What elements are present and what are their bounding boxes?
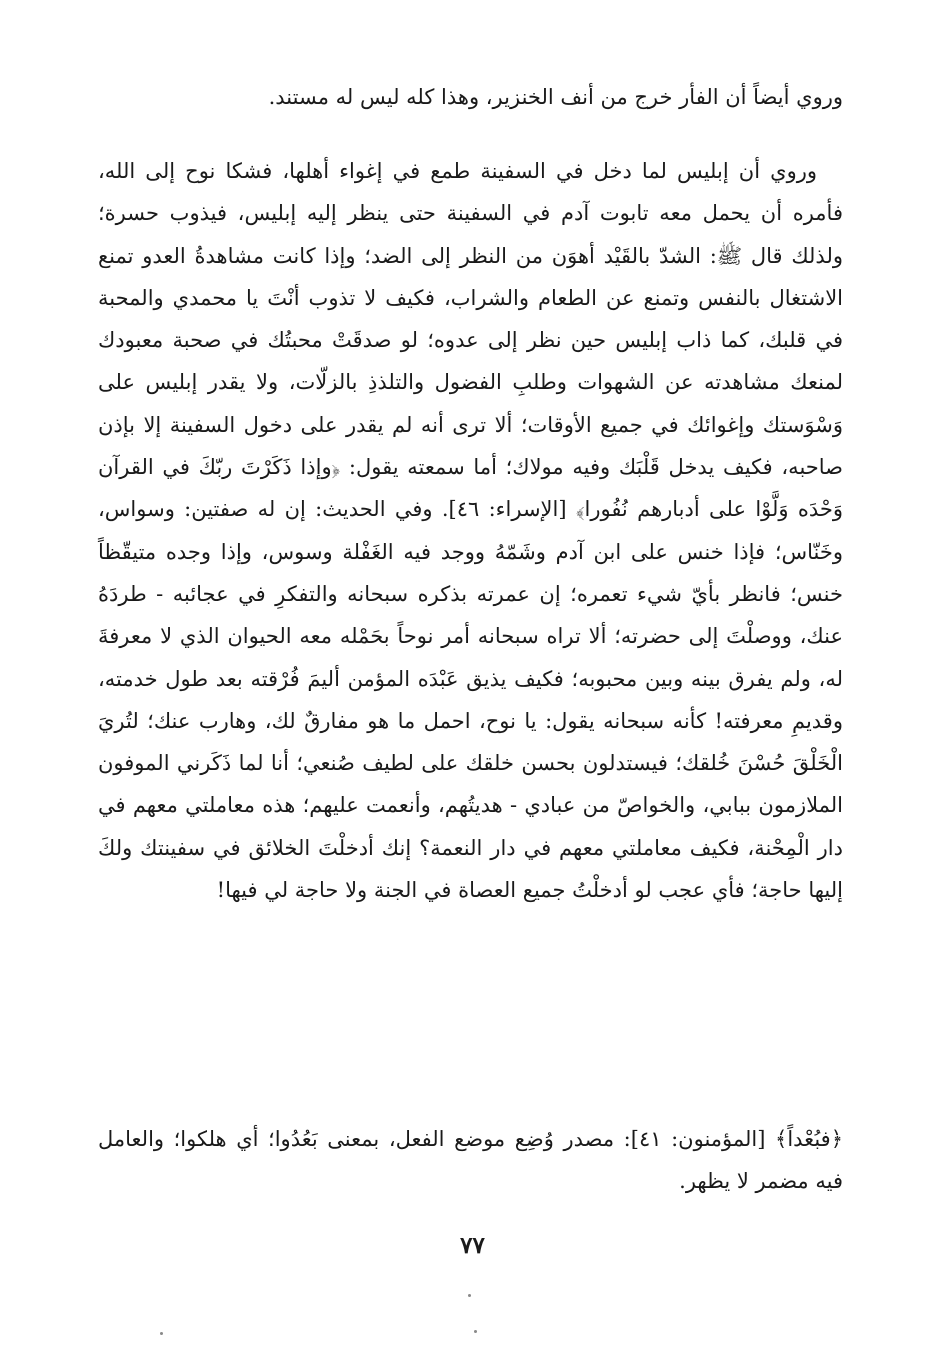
scan-speck-dot xyxy=(160,1332,163,1335)
page-number: ٧٧ xyxy=(460,1232,485,1259)
scan-speck-dot xyxy=(474,1330,477,1333)
paragraph-iblis-ark: وروي أن إبليس لما دخل في السفينة طمع في إغواء أهلها، فشكا نوح إلى الله، فأمره أن يحمل معه تابوت آدم في السفينة حتى ينظر إليه إبليس، فيذوب حسرة؛ ولذلك قال ﷺ: الشدّ بالقَيْد أهوَن من النظر إلى الضد؛ وإذا كانت مشاهدةُ العدو تمنع الاشتغال بالنفس وتمنع عن الطعام والشراب، فكيف لا تذوب أنْتَ يا محمدي والمحبة في قلبك، كما ذاب إبليس حين نظر إلى عدوه؛ لو صدقَتْ محبتُك في صحبة معبودك لمنعك مشاهدته عن الشهوات وطلبِ الفضول والتلذذِ بالزلّات، ولا يقدر إبليس على وَسْوَستك وإغوائك في جميع الأوقات؛ ألا ترى أنه لم يقدر على دخول السفينة إلا بإذن صاحبه، فكيف يدخل قَلْبَك وفيه مولاك؛ أما سمعته يقول: ﴿وإذا ذَكَرْتَ ربّكَ في القرآن وَحْدَه وَلَّوْا على أدبارهم نُفُورا﴾ [الإسراء: ٤٦]. وفي الحديث: إن له صفتين: وسواس، وخَنّاس؛ فإذا خنس على ابن آدم وشَمّهُ ووجد فيه الغَفْلة وسوس، وإذا وجده متيقّظاً خنس؛ فانظر بأيّ شيء تعمره؛ إن عمرته بذكره سبحانه والتفكرِ في عجائبه - طردَهُ عنك، ووصلْتَ إلى حضرته؛ ألا تراه سبحانه أمر نوحاً بحَمْله معه الحيوان الذي لا معرفةَ له، ولم يفرق بينه وبين محبوبه؛ فكيف يذيق عَبْدَه المؤمن أليمَ فُرْقته بعد طول خدمته، وقديمِ معرفته! كأنه سبحانه يقول: يا نوح، احمل ما هو مفارقٌ لك، وهارب عنك؛ لتُريَ الْخَلْقَ حُسْنَ خُلقك؛ فيستدلون بحسن خلقك على لطيف صُنعي؛ أنا لما ذَكَرني الموفون الملازمون ببابي، والخواصّ من عبادي - هديتُهم، وأنعمت عليهم؛ هذه معاملتي معهم في دار الْمِحْنة، فكيف معاملتي معهم في دار النعمة؟ إنك أدخلْتَ الخلائق في سفينتك ولكَ إليها حاجة؛ فأي عجب لو أدخلْتُ جميع العصاة في الجنة ولا حاجة لي فيها! xyxy=(98,159,843,903)
paragraph-fabudan-commentary: ﴿فبُعْداً﴾ [المؤمنون: ٤١]: مصدر وُضِع موضع الفعل، بمعنى بَعُدُوا؛ أي هلكوا؛ والعامل فيه مضمر لا يظهر. xyxy=(98,1127,843,1193)
scan-speck-dot xyxy=(468,1294,471,1297)
paragraph-mouse-narration: وروي أيضاً أن الفأر خرج من أنف الخنزير، وهذا كله ليس له مستند. xyxy=(268,85,843,109)
